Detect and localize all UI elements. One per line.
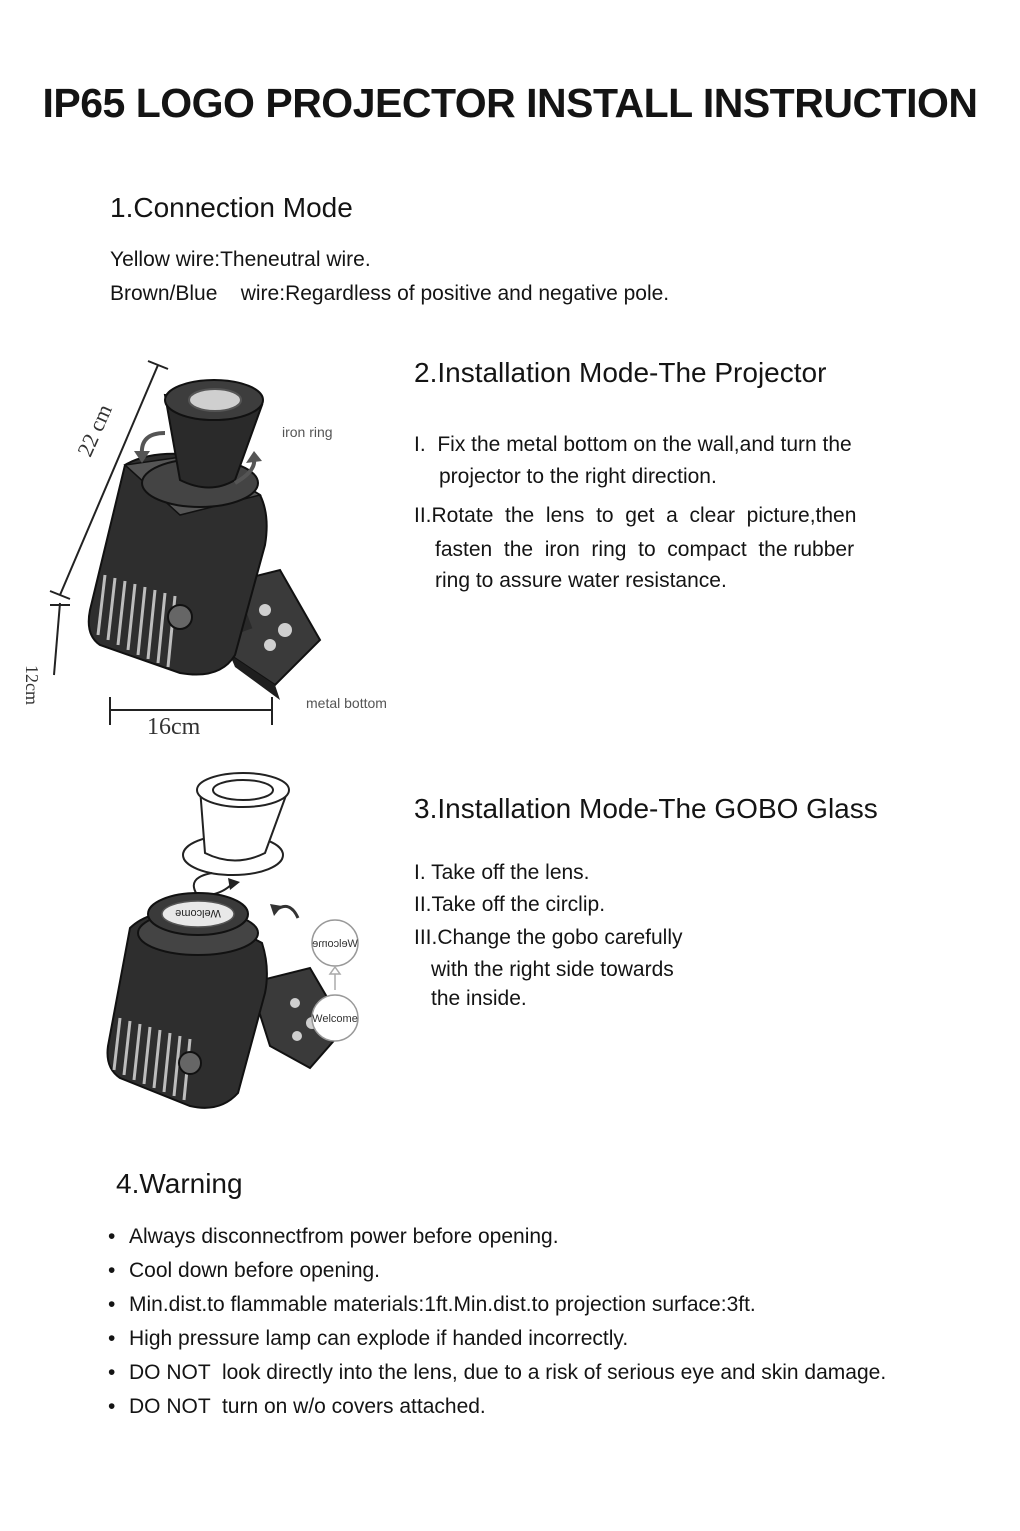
gobo-correct-text: Welcome bbox=[312, 1013, 358, 1025]
gobo-step3-line2: with the right side towards bbox=[431, 958, 674, 981]
projector-lens-shape bbox=[142, 380, 263, 507]
projector-step2-line2: fasten the iron ring to compact the rubber bbox=[435, 538, 855, 561]
bullet-icon: • bbox=[108, 1327, 116, 1350]
warning-item: • High pressure lamp can explode if handed incorrectly. bbox=[108, 1324, 968, 1354]
warning-item: • Always disconnectfrom power before opening. bbox=[108, 1222, 968, 1252]
section-connection-heading: 1.Connection Mode bbox=[110, 192, 353, 223]
gobo-mirrored-text: Welcome bbox=[312, 938, 358, 950]
connection-line-brown-blue: Brown/Blue wire:Regardless of positive and negative pole. bbox=[110, 282, 670, 305]
warning-item: • DO NOT turn on w/o covers attached. bbox=[108, 1392, 968, 1422]
projector-step2-line3: ring to assure water resistance. bbox=[435, 569, 727, 592]
warning-item: • Min.dist.to flammable materials:1ft.Min.dist.to projection surface:3ft. bbox=[108, 1290, 968, 1320]
gobo-step3-line3: the inside. bbox=[431, 987, 527, 1010]
gobo-installation-figure bbox=[90, 768, 380, 1148]
section-gobo-heading: 3.Installation Mode-The GOBO Glass bbox=[414, 793, 878, 824]
metal-bottom-label: metal bottom bbox=[306, 695, 387, 711]
bullet-icon: • bbox=[108, 1395, 116, 1418]
page-title: IP65 LOGO PROJECTOR INSTALL INSTRUCTION bbox=[42, 80, 978, 126]
bullet-icon: • bbox=[108, 1259, 116, 1282]
section-warning-heading: 4.Warning bbox=[116, 1168, 243, 1199]
gobo-step3-line1: III.Change the gobo carefully bbox=[414, 926, 683, 949]
bullet-icon: • bbox=[108, 1225, 116, 1248]
dimension-height-label: 22 cm bbox=[72, 400, 117, 461]
projector-step1-line2: projector to the right direction. bbox=[439, 465, 717, 488]
connection-line-yellow: Yellow wire:Theneutral wire. bbox=[110, 248, 371, 271]
removed-lens-shape bbox=[183, 773, 289, 875]
gobo-step1: I. Take off the lens. bbox=[414, 861, 590, 884]
warning-list bbox=[108, 1222, 968, 1426]
gobo-step2: II.Take off the circlip. bbox=[414, 893, 606, 916]
gobo-in-lens-text: Welcome bbox=[175, 907, 221, 919]
projector-step1-line1: I. Fix the metal bottom on the wall,and turn the bbox=[414, 433, 852, 456]
dimension-width-label: 16cm bbox=[147, 714, 201, 740]
iron-ring-label: iron ring bbox=[282, 424, 333, 440]
bullet-icon: • bbox=[108, 1293, 116, 1316]
warning-item: • Cool down before opening. bbox=[108, 1256, 968, 1286]
dimension-base-label: 12cm bbox=[22, 665, 42, 705]
projector-step2-line1: II.Rotate the lens to get a clear picture,then bbox=[414, 504, 857, 527]
section-projector-heading: 2.Installation Mode-The Projector bbox=[414, 357, 827, 388]
bullet-icon: • bbox=[108, 1361, 116, 1384]
warning-item: • DO NOT look directly into the lens, due to a risk of serious eye and skin damage. bbox=[108, 1358, 929, 1388]
